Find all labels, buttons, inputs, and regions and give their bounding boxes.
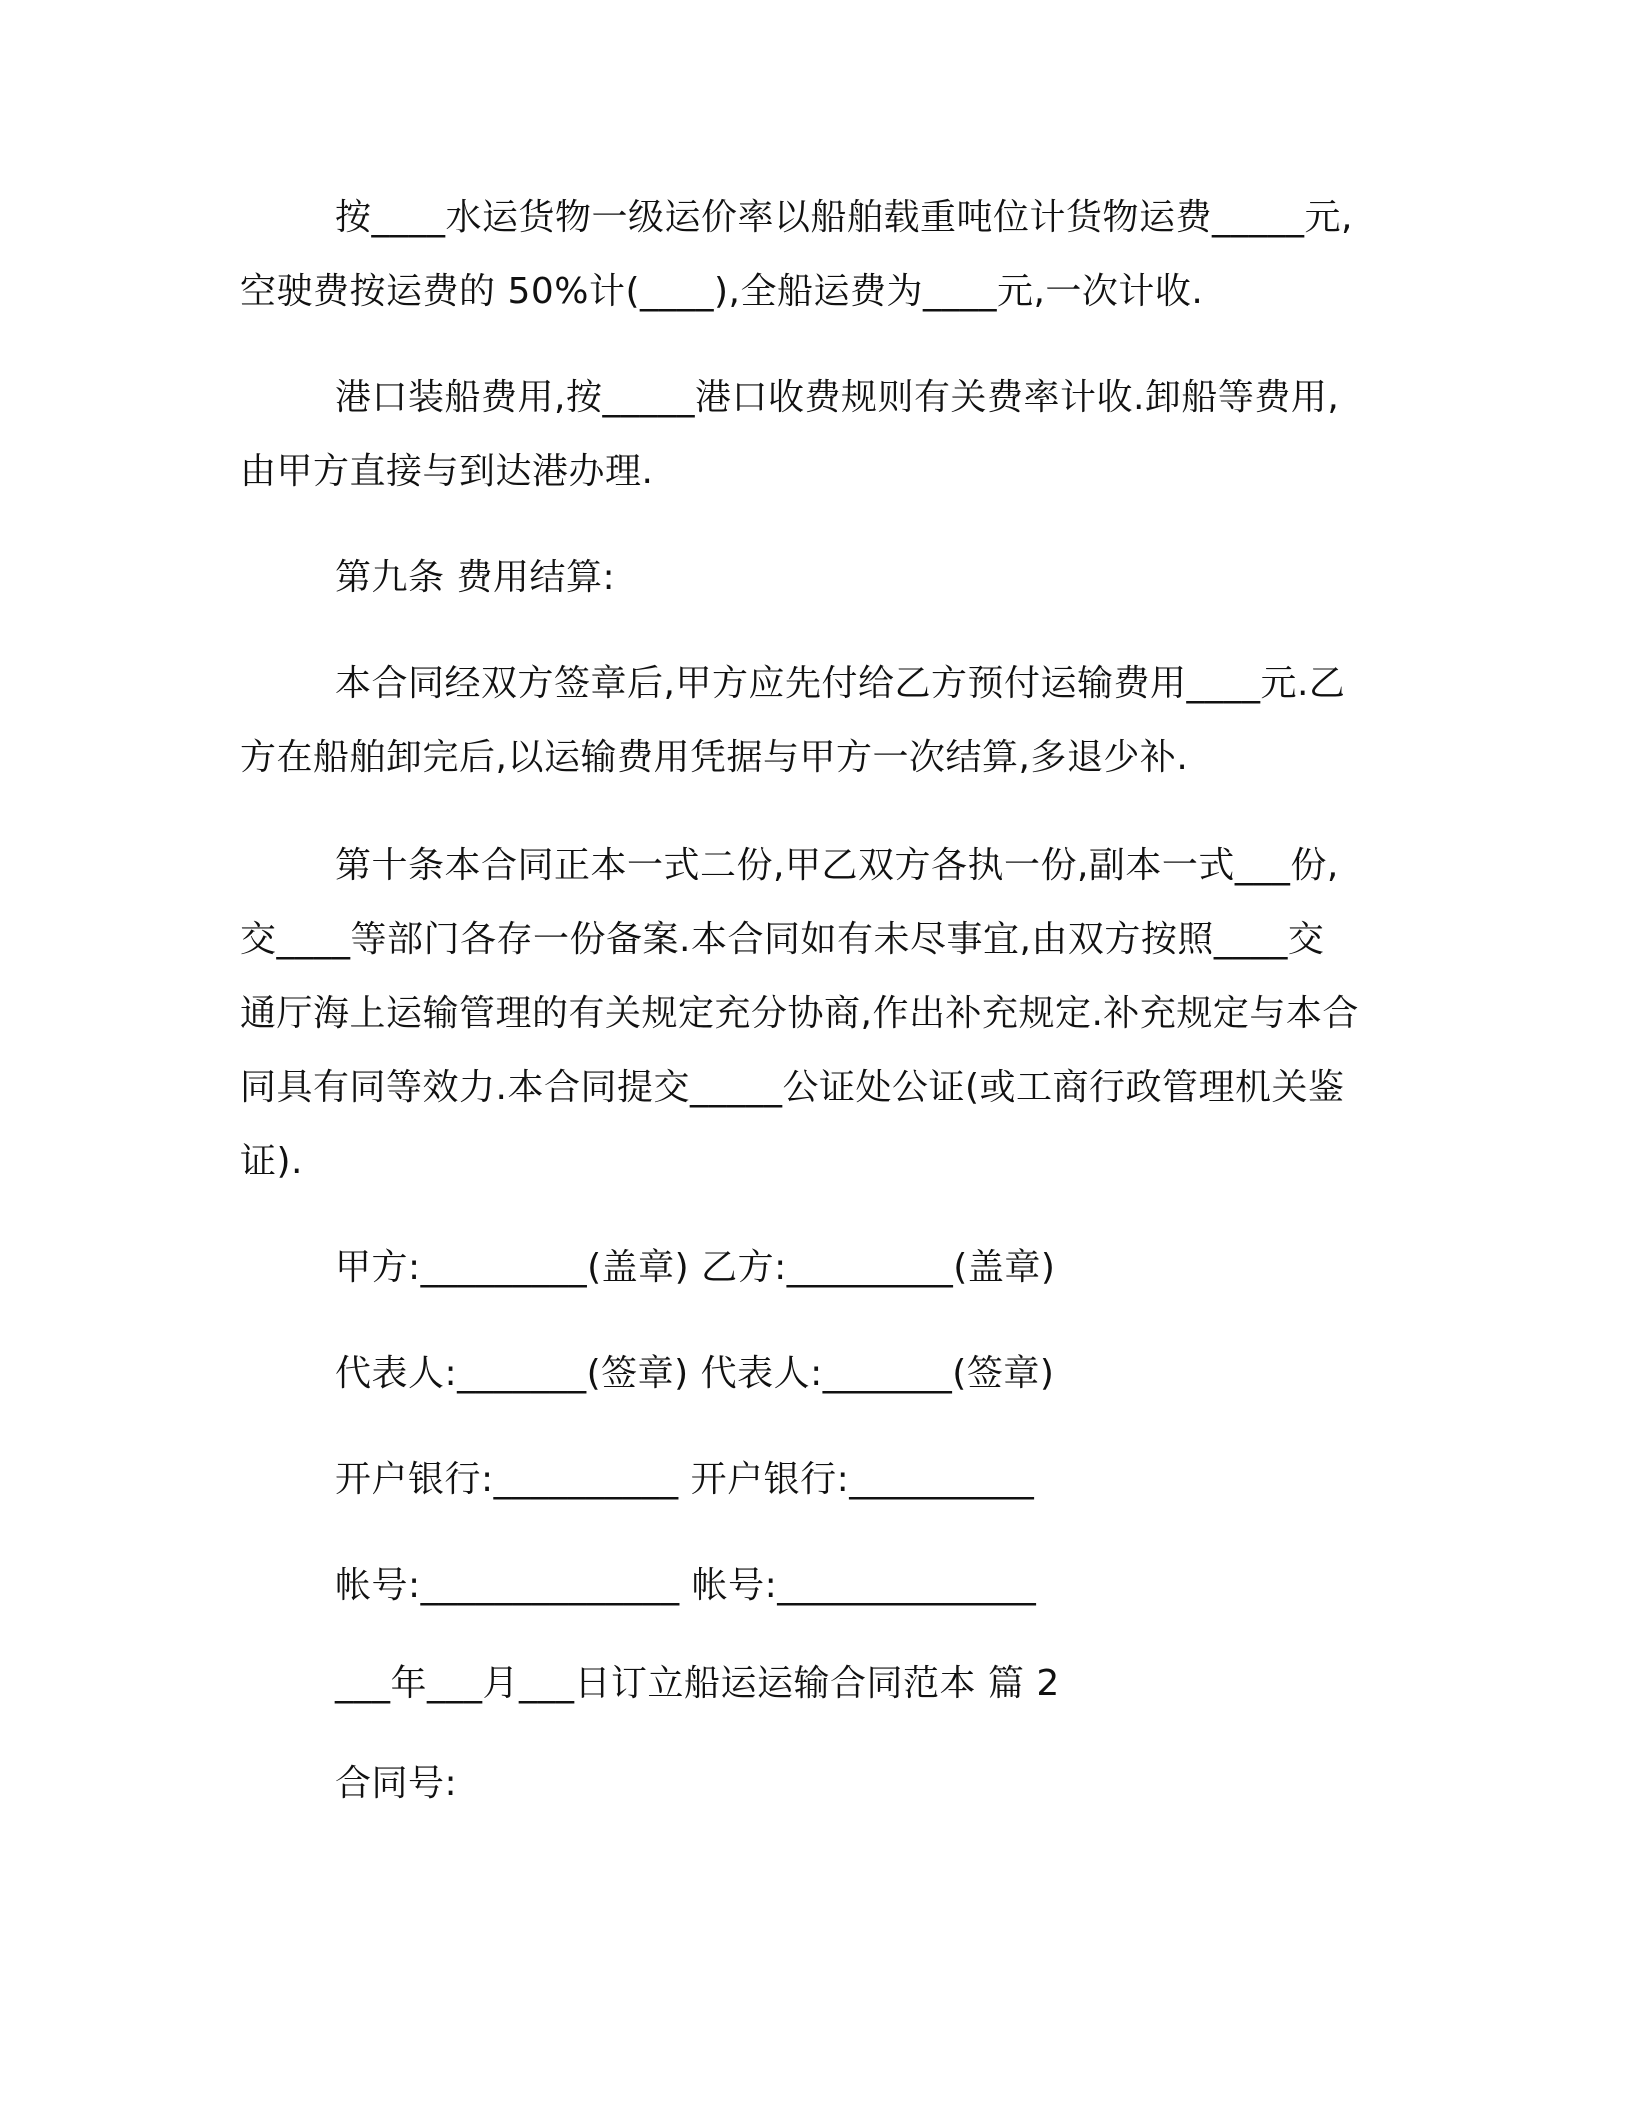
paragraph-2-line-1: 港口装船费用,按_____港口收费规则有关费率计收.卸船等费用, [335, 377, 1340, 418]
article-9-heading: 第九条 费用结算: [335, 557, 616, 598]
contract-number-label: 合同号: [335, 1763, 458, 1804]
article-10-line-3: 通厅海上运输管理的有关规定充分协商,作出补充规定.补充规定与本合 [240, 993, 1359, 1034]
article-10-line-5: 证). [240, 1141, 303, 1182]
paragraph-2-line-2: 由甲方直接与到达港办理. [240, 451, 654, 492]
article-10-line-4: 同具有同等效力.本合同提交_____公证处公证(或工商行政管理机关鉴 [240, 1067, 1345, 1108]
paragraph-4-line-2: 方在船舶卸完后,以运输费用凭据与甲方一次结算,多退少补. [240, 737, 1189, 778]
signature-account-line: 帐号:______________ 帐号:______________ [335, 1565, 1037, 1606]
paragraph-1-line-1: 按____水运货物一级运价率以船舶载重吨位计货物运费_____元, [335, 197, 1353, 238]
article-10-line-1: 第十条本合同正本一式二份,甲乙双方各执一份,副本一式___份, [335, 845, 1339, 886]
date-and-next-title: ___年___月___日订立船运运输合同范本 篇 2 [335, 1663, 1060, 1704]
signature-representative-line: 代表人:_______(签章) 代表人:_______(签章) [335, 1353, 1055, 1394]
paragraph-4-line-1: 本合同经双方签章后,甲方应先付给乙方预付运输费用____元.乙 [335, 663, 1346, 704]
article-10-line-2: 交____等部门各存一份备案.本合同如有未尽事宜,由双方按照____交 [240, 919, 1325, 960]
signature-bank-line: 开户银行:__________ 开户银行:__________ [335, 1459, 1035, 1500]
paragraph-1-line-2: 空驶费按运费的 50%计(____),全船运费为____元,一次计收. [240, 271, 1204, 312]
signature-party-line: 甲方:_________(盖章) 乙方:_________(盖章) [335, 1247, 1056, 1288]
